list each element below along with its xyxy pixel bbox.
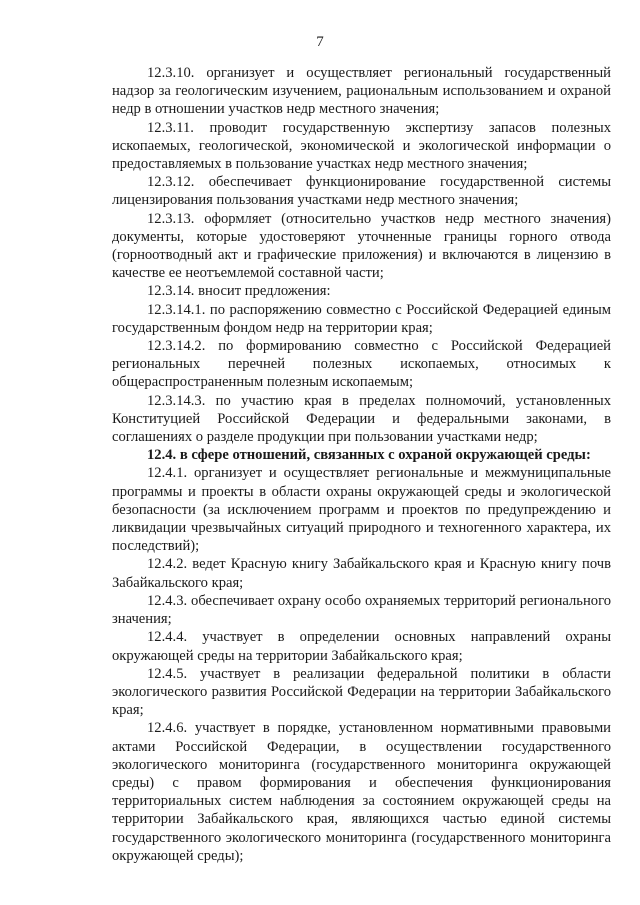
clause-paragraph: 12.4.2. ведет Красную книгу Забайкальского края и Красную книгу почв Забайкальского края; [112,556,611,591]
clause-paragraph: 12.3.14.2. по формированию совместно с Российской Федерацией региональных перечней полезных ископаемых, относимых к общераспространенным полезным ископаемым; [112,338,611,391]
clause-paragraph: 12.3.13. оформляет (относительно участков недр местного значения) документы, которые удостоверяют уточненные границы горного отвода (горноотводный акт и графические приложения) и включаются в лицензию в качестве ее неотъемлемой составной части; [112,210,611,282]
clause-paragraph: 12.3.11. проводит государственную экспертизу запасов полезных ископаемых, геологической, экономической и экологической информации о предоставляемых в пользование участках недр местного значения; [112,119,611,173]
page-number: 7 [316,34,324,50]
document-body [112,64,611,865]
clause-paragraph: 12.4.3. обеспечивает охрану особо охраняемых территорий регионального значения; [112,592,611,628]
clause-paragraph: 12.3.14.1. по распоряжению совместно с Российской Федерацией единым государственным фондом недр на территории края; [112,301,611,336]
clause-paragraph: 12.3.14.3. по участию края в пределах полномочий, установленных Конституцией Российской Федерации и федеральными законами, в соглашениях о разделе продукции при пользовании участками недр; [112,392,611,446]
clause-paragraph: 12.3.10. организует и осуществляет региональный государственный надзор за геологическим изучением, рациональным использованием и охраной недр в отношении участков недр местного значения; [112,65,611,118]
clause-paragraph: 12.4.5. участвует в реализации федеральной политики в области экологического развития Российской Федерации на территории Забайкальского края; [112,665,611,719]
section-heading: 12.4. в сфере отношений, связанных с охраной окружающей среды: [147,447,591,464]
clause-paragraph: 12.4.6. участвует в порядке, установленном нормативными правовыми актами Российской Федерации, в осуществлении государственного экологического мониторинга (государственного мониторинга окружающей среды) с правом формирования и обеспечения функционирования территориальных систем наблюдения за состоянием окружающей среды на территории Забайкальского края, являющихся частью единой системы государственного экологического мониторинга (государственного мониторинга окружающей среды); [112,720,611,864]
clause-paragraph: 12.3.14. вносит предложения: [147,283,331,300]
clause-paragraph: 12.4.4. участвует в определении основных направлений охраны окружающей среды на территории Забайкальского края; [112,629,611,664]
clause-paragraph: 12.3.12. обеспечивает функционирование государственной системы лицензирования пользования участками недр местного значения; [112,174,611,209]
clause-paragraph: 12.4.1. организует и осуществляет региональные и межмуниципальные программы и проекты в области охраны окружающей среды и экологической безопасности (за исключением программ и проектов по предупреждению и ликвидации чрезвычайных ситуаций природного и техногенного характера, их последствий); [112,465,611,555]
